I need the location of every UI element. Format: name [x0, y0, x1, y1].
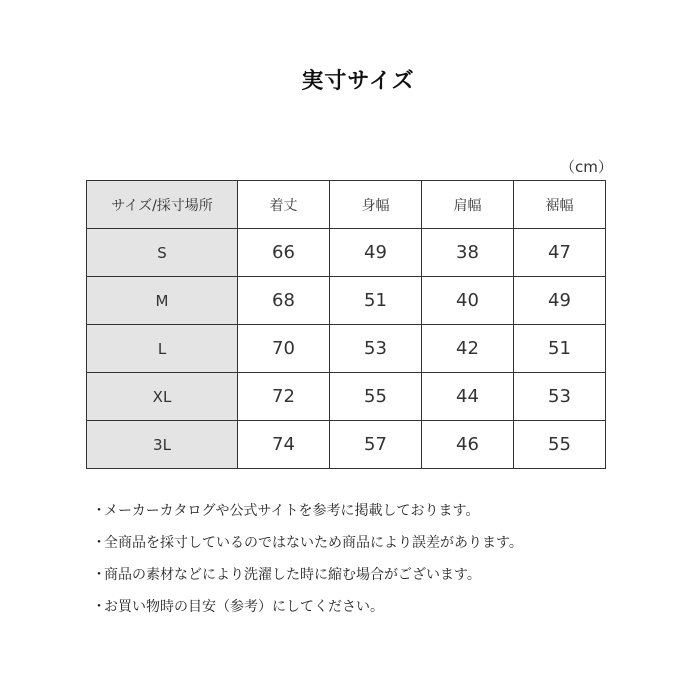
table-row: [87, 277, 606, 325]
note-text: 全商品を採寸しているのではないため商品により誤差があります。: [104, 535, 523, 551]
table-cell: 38: [422, 229, 514, 277]
table-row: [87, 373, 606, 421]
note-text: メーカーカタログや公式サイトを参考に掲載しております。: [104, 503, 480, 519]
table-cell: 51: [330, 277, 422, 325]
table-row: [87, 421, 606, 469]
table-cell: 53: [330, 325, 422, 373]
header-body-width: 身幅: [330, 181, 422, 229]
table-cell: 70: [238, 325, 330, 373]
note-text: 商品の素材などにより洗濯した時に縮む場合がございます。: [104, 567, 481, 583]
bullet-icon: ・: [92, 567, 106, 583]
note-item: [92, 596, 523, 628]
size-label: S: [87, 229, 238, 277]
size-label: XL: [87, 373, 238, 421]
table-cell: 68: [238, 277, 330, 325]
bullet-icon: ・: [92, 535, 106, 551]
table-cell: 57: [330, 421, 422, 469]
note-item: [92, 564, 523, 596]
size-label: L: [87, 325, 238, 373]
table-cell: 55: [330, 373, 422, 421]
table-cell: 46: [422, 421, 514, 469]
table-row: [87, 325, 606, 373]
table-cell: 44: [422, 373, 514, 421]
size-label: 3L: [87, 421, 238, 469]
table-cell: 51: [514, 325, 606, 373]
unit-label: （cm）: [560, 158, 613, 176]
table-cell: 74: [238, 421, 330, 469]
note-text: お買い物時の目安（参考）にしてください。: [104, 599, 384, 615]
header-size-measurement: サイズ/採寸場所: [87, 181, 238, 229]
size-table: [86, 180, 606, 469]
table-cell: 53: [514, 373, 606, 421]
bullet-icon: ・: [92, 503, 106, 519]
table-cell: 66: [238, 229, 330, 277]
table-header-row: [87, 181, 606, 229]
table-cell: 40: [422, 277, 514, 325]
table-cell: 47: [514, 229, 606, 277]
header-shoulder-width: 肩幅: [422, 181, 514, 229]
table-cell: 55: [514, 421, 606, 469]
table-row: [87, 229, 606, 277]
table-cell: 49: [330, 229, 422, 277]
notes-list: [92, 500, 523, 628]
header-length: 着丈: [238, 181, 330, 229]
table-cell: 49: [514, 277, 606, 325]
size-label: M: [87, 277, 238, 325]
table-cell: 72: [238, 373, 330, 421]
table-cell: 42: [422, 325, 514, 373]
bullet-icon: ・: [92, 599, 106, 615]
page-title: 実寸サイズ: [301, 69, 415, 94]
note-item: [92, 500, 523, 532]
header-hem-width: 裾幅: [514, 181, 606, 229]
note-item: [92, 532, 523, 564]
